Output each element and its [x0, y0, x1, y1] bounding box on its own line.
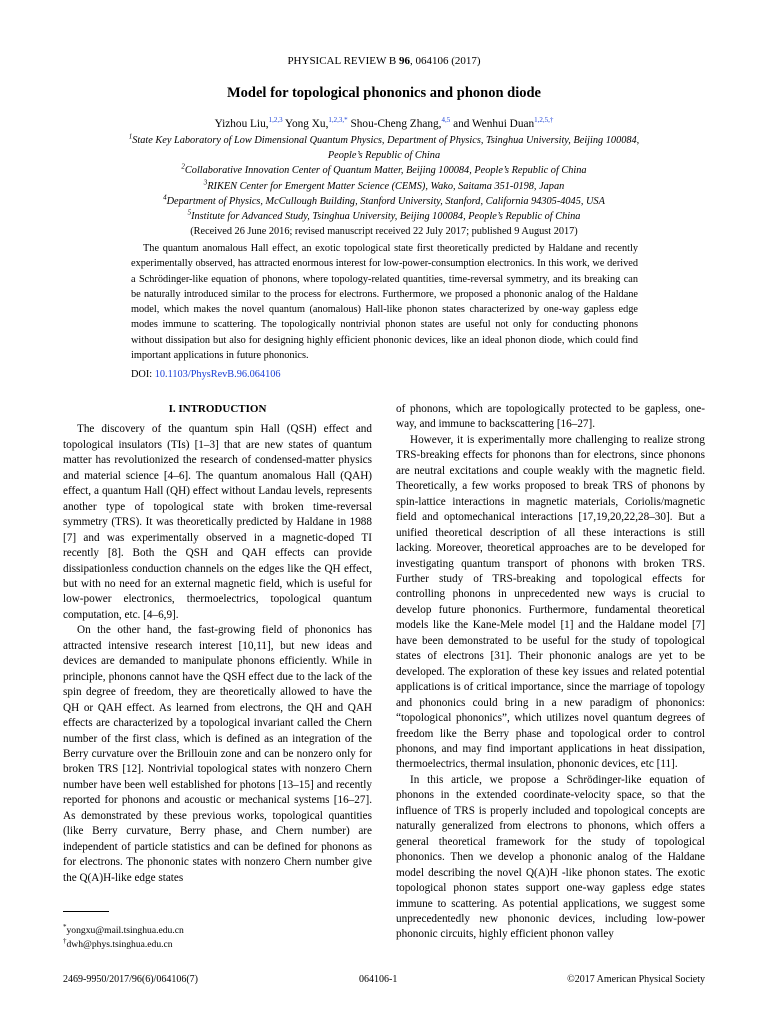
footnote-rule: [63, 911, 109, 912]
author-affil-mark[interactable]: 1,2,3,*: [328, 116, 348, 125]
email-link[interactable]: yongxu@mail.tsinghua.edu.cn: [66, 925, 184, 936]
doi-link[interactable]: 10.1103/PhysRevB.96.064106: [154, 369, 281, 380]
affiliation: $^4$Department of Physics, McCullough Building, Stanford University, Stanford, California 94305-4045, USA: [163, 193, 605, 207]
paragraph: of phonons, which are topologically protected to be gapless, one-way, and immune to backscattering [16–27].: [396, 403, 705, 431]
received-dates: (Received 26 June 2016; revised manuscript received 22 July 2017; published 9 August 2017): [190, 226, 578, 238]
affiliation: $^3$RIKEN Center for Emergent Matter Science (CEMS), Wako, Saitama 351-0198, Japan: [203, 178, 565, 192]
affiliations: [120, 133, 648, 239]
affiliation: $^2$Collaborative Innovation Center of Quantum Matter, Beijing 100084, People’s Republic of China: [181, 162, 587, 177]
journal-name: PHYSICAL REVIEW B: [287, 55, 397, 67]
email-link[interactable]: dwh@phys.tsinghua.edu.cn: [66, 939, 173, 950]
author-list: [0, 117, 768, 131]
paper-title: Model for topological phononics and phonon diode: [227, 85, 541, 101]
paragraph: In this article, we propose a Schrödinger-like equation of phonons in the extended coordinate-velocity space, so that the influence of TRS is properly included and topological concepts are naturally generalized from electrons to phonons, which offers a general theoretical framework for the study of topological phononics. Then we develop a phononic analog of the Haldane model describing the novel Q(A)H -like phonon states. The exotic topological phonon states support one-way gapless edge states immune to scattering. As potential applications, we suggest some unprecedentedly new phononic devices, including low-power phononic circuits, highly efficient phonon valley: [396, 773, 705, 941]
author-affil-mark[interactable]: 1,2,5,†: [534, 116, 554, 125]
doi-label: DOI:: [131, 369, 153, 380]
paragraph: The discovery of the quantum spin Hall (QSH) effect and topological insulators (TIs) [1–3] that are new states of quantum matter has revolutionized the research of condensed-matter physics and material science [4–6]. The quantum anomalous Hall (QAH) effect, a quantum Hall (QH) effect without Landau levels, represents another type of topological state with broken time-reversal symmetry (TRS). It was theoretically predicted by Haldane in 1988 [7] and was experimentally observed in a magnetic-doped TI recently [8]. Both the QSH and QAH effects can provide dissipationless conduction channels on the edges like the QH effect, but with no need for an external magnetic field, which is useful for low-power electronics, thermoelectrics, topological quantum computation, etc. [4–6,9].: [63, 423, 372, 621]
section-heading: I. INTRODUCTION: [168, 403, 267, 415]
footer-page-number: 064106-1: [359, 974, 398, 985]
author-affil-mark[interactable]: 1,2,3: [268, 116, 283, 125]
affiliation: $^5$Institute for Advanced Study, Tsinghua University, Beijing 100084, People’s Republic of China: [187, 208, 581, 223]
author-name: Yizhou Liu,: [214, 118, 269, 130]
abstract: The quantum anomalous Hall effect, an exotic topological state first theoretically predicted by Haldane and recently experimentally observed, has attracted enormous interest for low-power-consumption electronics. In this work, we derived a Schrödinger-like equation of phonons, where topology-related quantities, time-reversal symmetry, and its breaking can be naturally introduced similar to the process for electrons. Furthermore, we proposed a phononic analog of the Haldane model, which makes the novel quantum (anomalous) Hall-like phonon states characterized by one-way gapless edge modes immune to scattering. The topologically nontrivial phonon states are useful not only for conducting phonons without dissipation but also for designing highly efficient phononic devices, like an ideal phonon diode, which could find important applications in future phononics.: [131, 243, 638, 362]
author-affil-mark[interactable]: 4,5: [441, 116, 451, 125]
journal-volume: 96: [398, 55, 410, 67]
paragraph: However, it is experimentally more challenging to realize strong TRS-breaking effects for phonons than for electrons, since phonons are neutral excitations and couple weakly with the magnetic field. Theoretically, a few works proposed to break TRS of phonons by spin-lattice interactions in magnetic materials, Coriolis/magnetic field and optomechanical interactions [17,19,20,22,28–30]. But a unified theoretical description of all these interactions is still lacking. Moreover, theoretical approaches are to be developed for investigating quantum transport of phonons with broken TRS. Further study of TRS-breaking and topological effects for controlling phonons in unprecedented new ways is crucial to develop future phononics. Furthermore, fundamental theoretical models like the Kane-Mele model [1] and the Haldane model [7] have been demonstrated to be useful for the study of topological states of electrons [31]. Their phononic analogs are yet to be developed. The exploration of these key issues and related potential applications is of critical importance, since the marriage of topology and phononics could bring in a new paradigm of phononics: “topological phononics”, which utilizes novel quantum degrees of freedom like the Berry phase and topological order to control phonons, and may find important applications in heat dissipation, thermoelectrics, thermal insulation, phononic devices, etc [11].: [396, 433, 705, 771]
footer-copyright: ©2017 American Physical Society: [567, 974, 705, 985]
right-column: [396, 402, 705, 943]
footnote: [63, 936, 173, 951]
paragraph: On the other hand, the fast-growing field of phononics has attracted intensive research interest [10,11], but new ideas and devices are demanded to manipulate phonons efficiently. While in principle, phonons cannot have the QSH effect due to the lack of the spin degree of freedom, they are theoretically allowed to have the QH or QAH effect. As learned from electrons, the QH and QAH effects are characterized by a topological invariant called the Chern number of the first class, which is defined as an integration of the Berry curvature over the Brillouin zone and can be nonzero only for broken TRS [12]. Nontrivial topological states with nonzero Chern number have been well established for photons [13–15] and recently reported for phonons and acoustic or mechanical systems [16–27]. As demonstrated by these previous works, topological quantities (like Berry curvature, Berry phase, and Chern number) are independent of particle statistics and can be defined for phonons as for electrons. The phononic states with nonzero Chern number give the Q(A)H-like edge states: [63, 624, 372, 884]
footnote-mark: *: [63, 922, 67, 931]
journal-issue-year: , 064106 (2017): [409, 55, 481, 67]
doi-line: [131, 369, 281, 380]
footnote-mark: †: [63, 936, 67, 945]
left-column: [63, 402, 372, 886]
author-name: and Wenhui Duan: [453, 118, 535, 130]
author-name: Shou-Cheng Zhang,: [350, 118, 442, 130]
footnote: [63, 922, 184, 937]
footer-issn: 2469-9950/2017/96(6)/064106(7): [63, 974, 198, 985]
running-header: [0, 55, 768, 67]
affiliation: $^1$State Key Laboratory of Low Dimensional Quantum Physics, Department of Physics, Tsinghua University, Beijing 100084, People’s Republic of China: [128, 132, 640, 162]
author-name: Yong Xu,: [284, 118, 329, 130]
